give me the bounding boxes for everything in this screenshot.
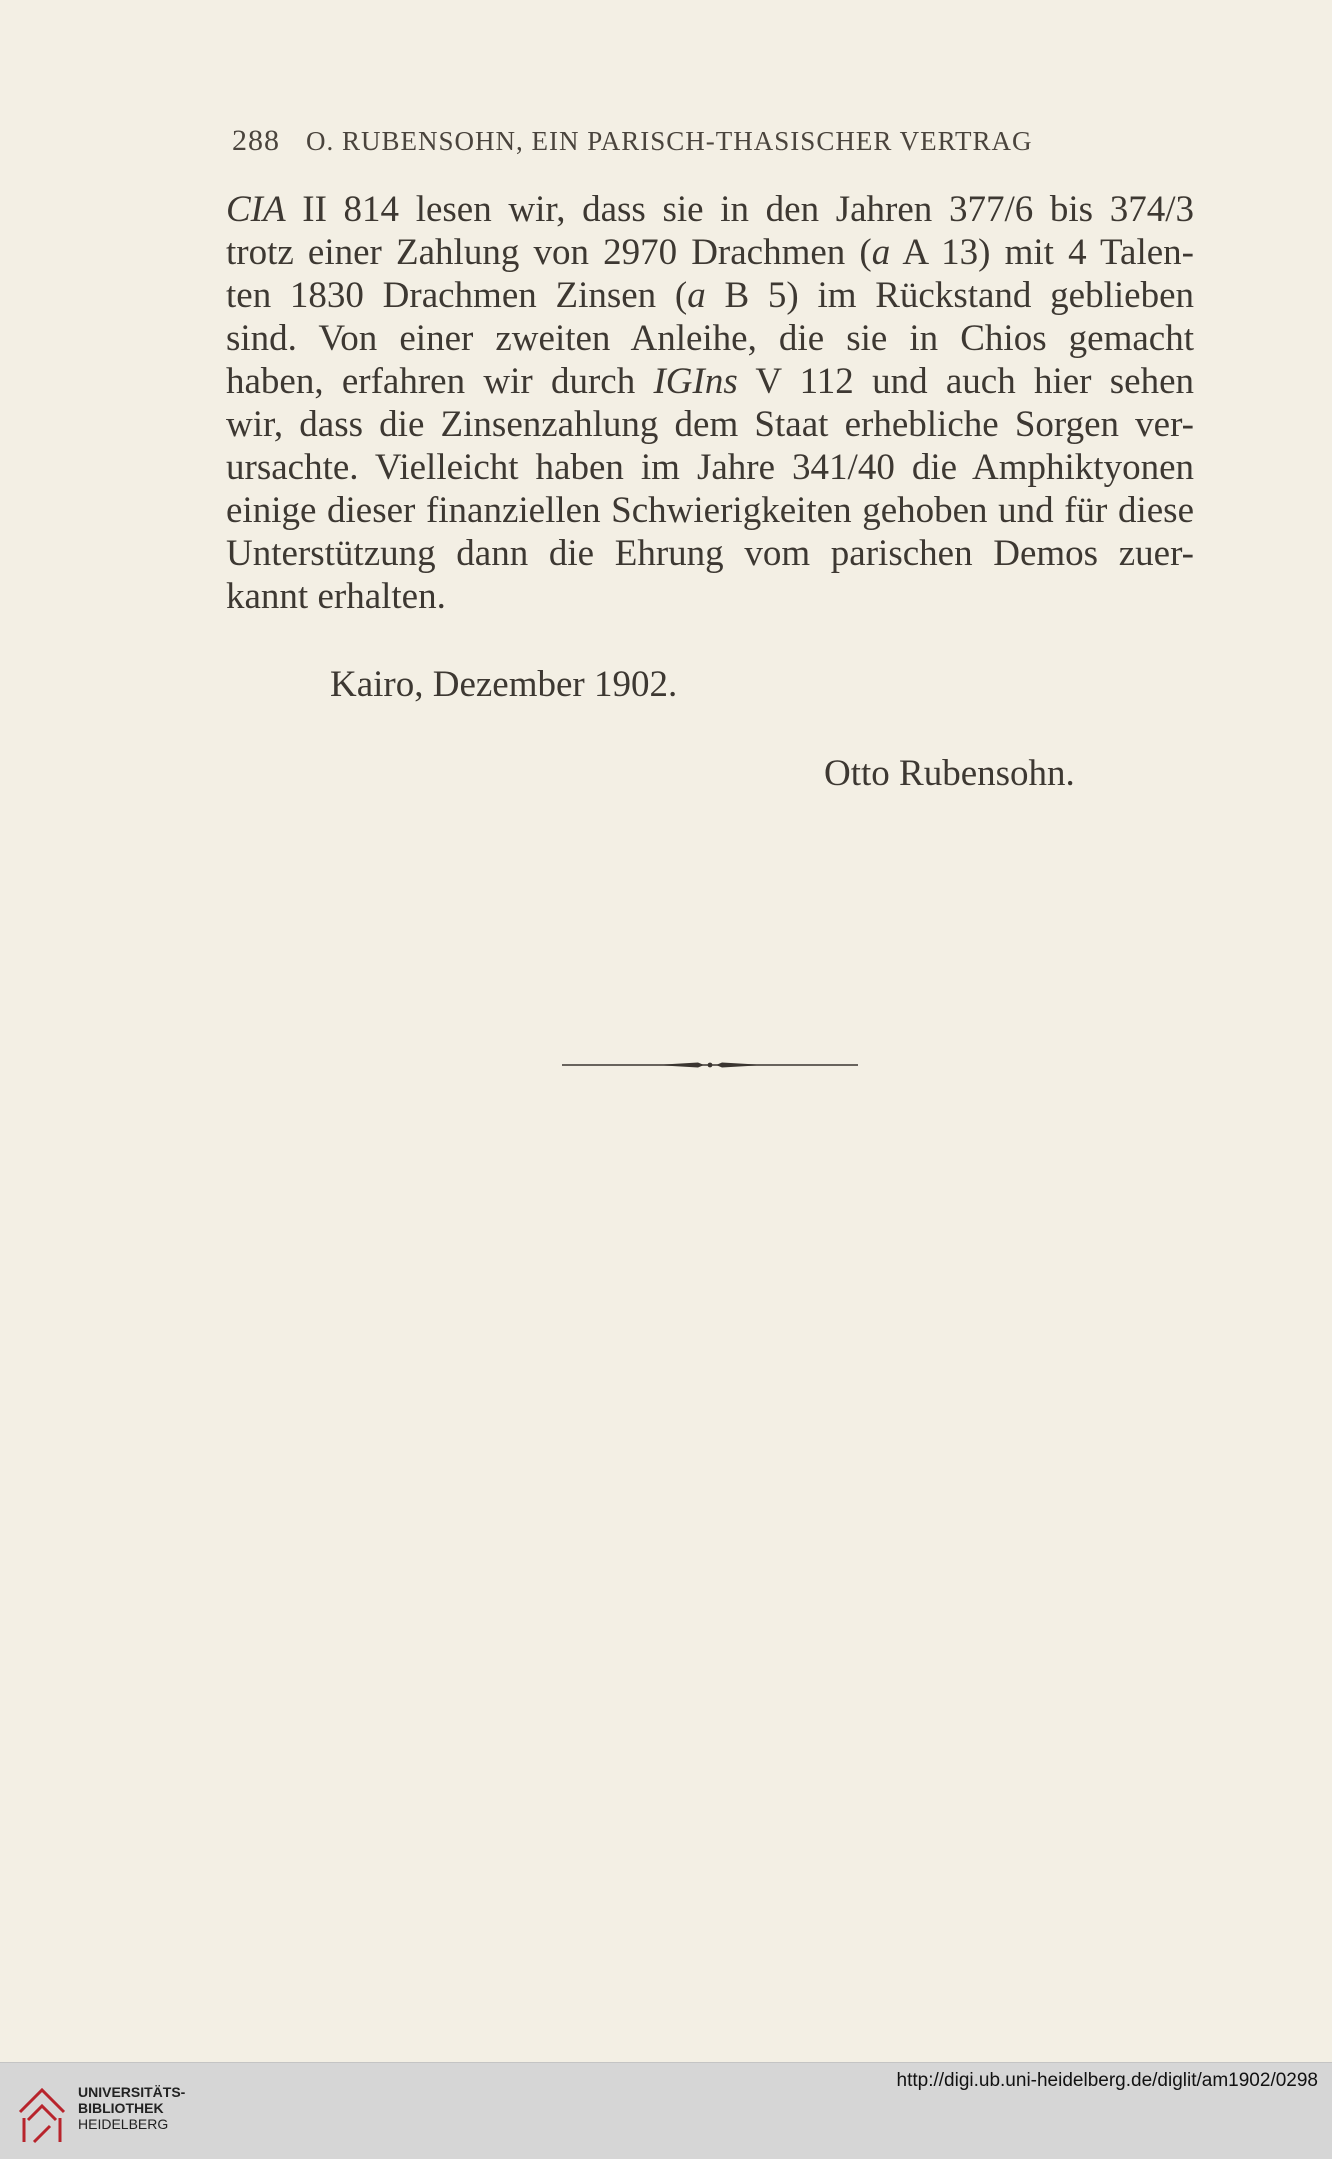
text-line: ursachte. Vielleicht haben im Jahre 341/40 die Amphiktyonen [226,447,1194,488]
library-name [78,2084,185,2132]
text-line: sind. Von einer zweiten Anleihe, die sie in Chios gemacht [226,318,1194,359]
text-line: einige dieser finanziellen Schwierigkeiten gehoben und für diese [226,490,1194,531]
text-line [226,231,1194,274]
place-date: Kairo, Dezember 1902. [330,664,678,705]
running-header [232,124,1132,164]
text-line: kannt erhalten. [226,576,446,617]
library-name-line: BIBLIOTHEK [78,2100,164,2116]
source-url-link[interactable]: http://digi.ub.uni-heidelberg.de/diglit/am1902/0298 [896,2070,1318,2091]
italic-a: a [871,232,891,273]
page-number: 288 [232,124,280,157]
text-span: V 112 und auch hier sehen [737,361,1195,402]
running-title: O. RUBENSOHN, EIN PARISCH-THASISCHER VERTRAG [306,126,1033,156]
author-signature: Otto Rubensohn. [824,753,1075,794]
text-span: ten 1830 Drachmen Zinsen ( [226,275,688,316]
text-span: II 814 lesen wir, dass sie in den Jahren 377/6 bis 374/3 [285,189,1194,230]
abbreviation-iglns: IGIns [653,361,738,402]
text-span: haben, erfahren wir durch [226,361,654,402]
library-name-line: UNIVERSITÄTS- [78,2084,186,2100]
text-line: Unterstützung dann die Ehrung vom parischen Demos zuer- [226,533,1194,574]
text-line: wir, dass die Zinsenzahlung dem Staat erhebliche Sorgen ver- [226,404,1194,445]
text-line [226,274,1194,317]
text-line [226,360,1194,403]
text-span: B 5) im Rückstand geblieben [705,275,1194,316]
abbreviation-cia: CIA [226,189,286,230]
ornament-divider [560,1054,860,1076]
text-span: A 13) mit 4 Talen- [890,232,1194,273]
text-span: trotz einer Zahlung von 2970 Drachmen ( [226,232,872,273]
text-line [226,188,1194,231]
library-name-line: HEIDELBERG [78,2116,169,2132]
body-paragraph [226,188,1194,618]
library-logo-icon[interactable] [14,2072,70,2148]
italic-a: a [687,275,706,316]
